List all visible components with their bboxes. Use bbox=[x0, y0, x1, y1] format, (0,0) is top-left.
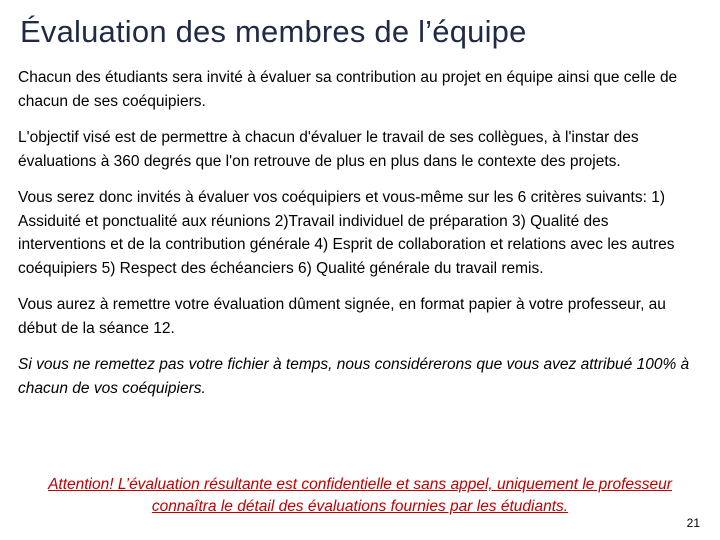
paragraph-objective: L'objectif visé est de permettre à chacun d'évaluer le travail de ses collègues, à l'instar des évaluations à 360 degrés que l'on retrouve de plus en plus dans le contexte des projets. bbox=[18, 129, 639, 170]
page-number: 21 bbox=[686, 516, 700, 530]
paragraph-criteria: Vous serez donc invités à évaluer vos coéquipiers et vous-même sur les 6 critères suivants: 1) Assiduité et ponctualité aux réunions 2)Travail individuel de préparation 3) Qualité des interventions et de la contribution générale 4) Esprit de collaboration et relations avec les autres coéquipiers 5) Respect des échéanciers 6) Qualité générale du travail remis. bbox=[18, 189, 675, 277]
slide-title: Évaluation des membres de l’équipe bbox=[20, 14, 527, 49]
confidentiality-warning: Attention! L’évaluation résultante est confidentielle et sans appel, uniquement le professeur connaîtra le détail des évaluations fournies par les étudiants. bbox=[48, 476, 672, 515]
paragraph-late-note: Si vous ne remettez pas votre fichier à temps, nous considérerons que vous avez attribué 100% à chacun de vos coéquipiers. bbox=[18, 356, 690, 397]
paragraph-intro: Chacun des étudiants sera invité à évaluer sa contribution au projet en équipe ainsi que celle de chacun de ses coéquipiers. bbox=[18, 69, 678, 110]
paragraph-submission: Vous aurez à remettre votre évaluation dûment signée, en format papier à votre professeur, au début de la séance 12. bbox=[18, 296, 666, 337]
slide-body bbox=[18, 66, 698, 413]
